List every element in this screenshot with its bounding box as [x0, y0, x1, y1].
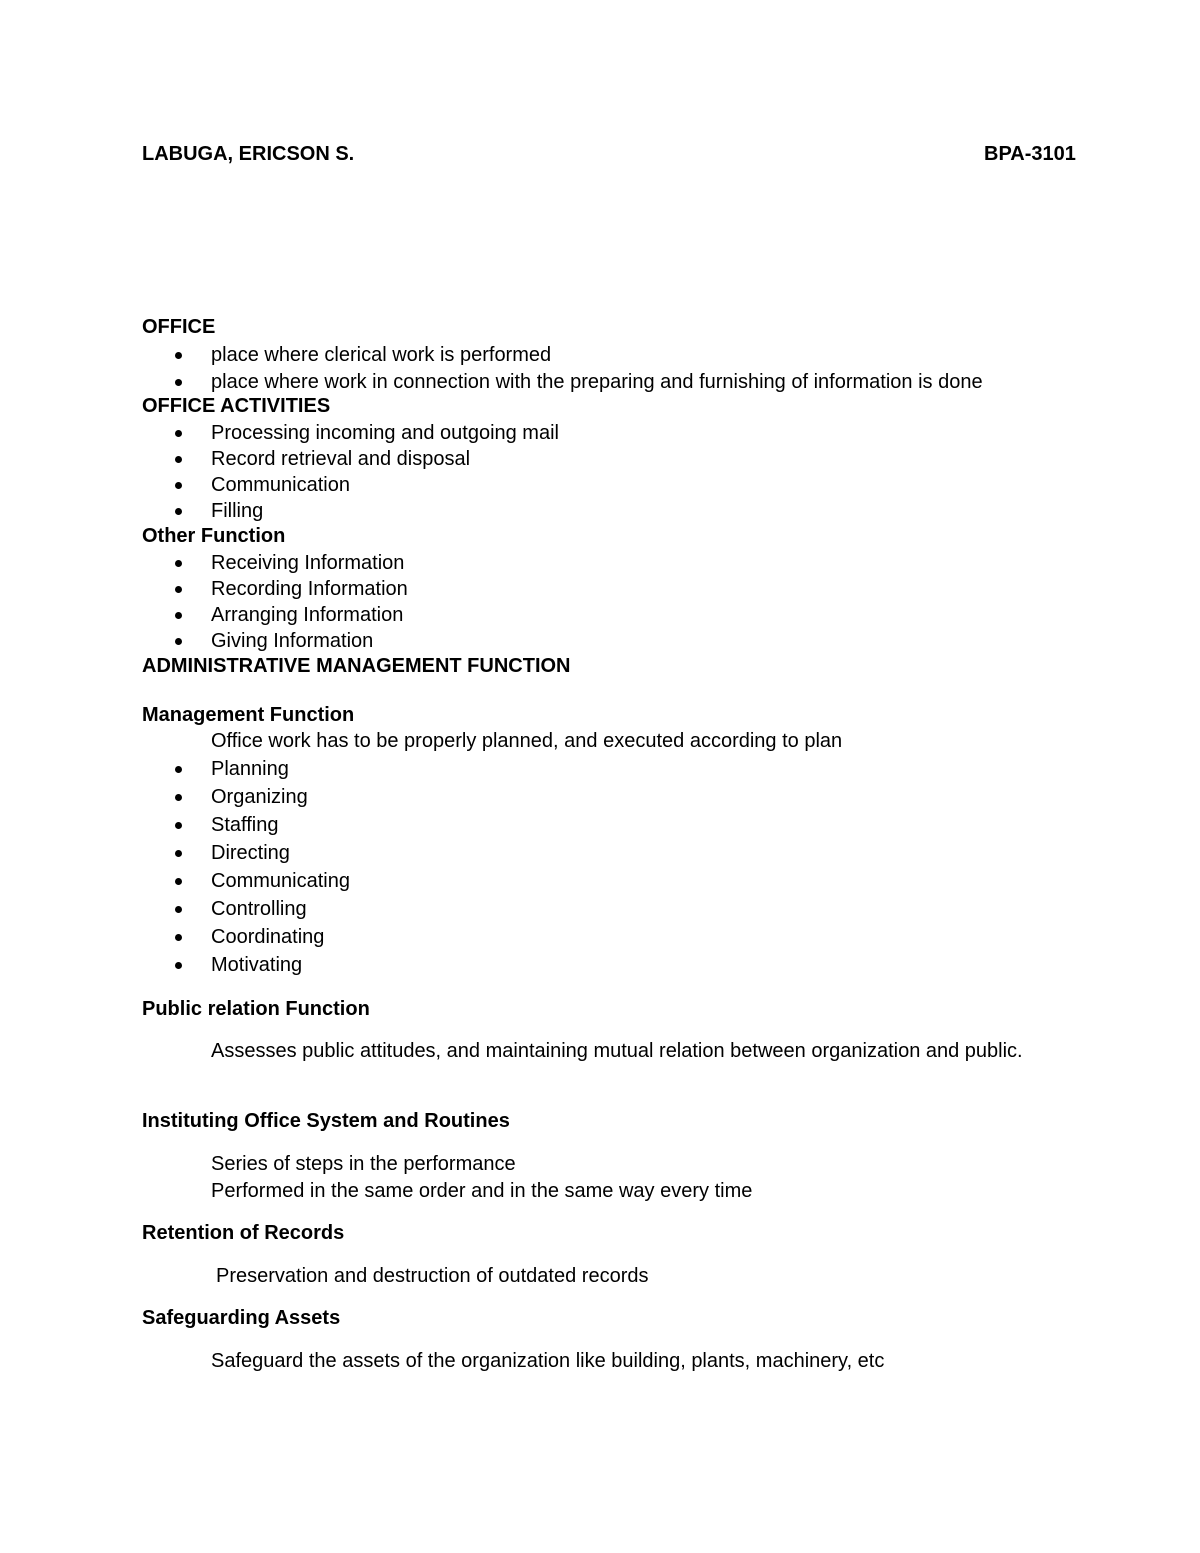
other-function-item: Receiving Information	[211, 552, 405, 574]
other-function-item: Arranging Information	[211, 604, 404, 626]
office-system-line: Performed in the same order and in the same way every time	[211, 1180, 753, 1202]
safeguarding-heading: Safeguarding Assets	[142, 1307, 341, 1329]
bullet-icon	[175, 906, 182, 913]
management-item: Motivating	[211, 954, 303, 976]
office-system-line: Series of steps in the performance	[211, 1153, 516, 1175]
public-relation-heading: Public relation Function	[142, 998, 370, 1020]
bullet-icon	[175, 822, 182, 829]
management-function-intro: Office work has to be properly planned, and executed according to plan	[211, 730, 843, 752]
other-function-item: Recording Information	[211, 578, 408, 600]
management-item: Staffing	[211, 814, 279, 836]
management-item: Controlling	[211, 898, 307, 920]
admin-heading: ADMINISTRATIVE MANAGEMENT FUNCTION	[142, 655, 571, 677]
bullet-icon	[175, 508, 182, 515]
bullet-icon	[175, 379, 182, 386]
bullet-icon	[175, 586, 182, 593]
bullet-icon	[175, 878, 182, 885]
office-system-heading: Instituting Office System and Routines	[142, 1110, 510, 1132]
other-function-heading: Other Function	[142, 525, 286, 547]
activity-item: Communication	[211, 474, 350, 496]
section-code: BPA-3101	[984, 143, 1076, 165]
activity-item: Filling	[211, 500, 264, 522]
public-relation-text: Assesses public attitudes, and maintaining mutual relation between organization and public.	[211, 1040, 1023, 1062]
bullet-icon	[175, 430, 182, 437]
bullet-icon	[175, 482, 182, 489]
office-item: place where work in connection with the preparing and furnishing of information is done	[211, 371, 983, 393]
bullet-icon	[175, 934, 182, 941]
management-item: Communicating	[211, 870, 350, 892]
bullet-icon	[175, 352, 182, 359]
student-name: LABUGA, ERICSON S.	[142, 143, 355, 165]
retention-text: Preservation and destruction of outdated records	[216, 1265, 649, 1287]
bullet-icon	[175, 962, 182, 969]
bullet-icon	[175, 794, 182, 801]
activity-item: Record retrieval and disposal	[211, 448, 471, 470]
office-heading: OFFICE	[142, 316, 216, 338]
management-item: Planning	[211, 758, 289, 780]
office-activities-heading: OFFICE ACTIVITIES	[142, 395, 331, 417]
management-item: Coordinating	[211, 926, 325, 948]
bullet-icon	[175, 612, 182, 619]
bullet-icon	[175, 456, 182, 463]
office-item: place where clerical work is performed	[211, 344, 552, 366]
bullet-icon	[175, 766, 182, 773]
management-item: Organizing	[211, 786, 308, 808]
management-function-heading: Management Function	[142, 704, 355, 726]
safeguarding-text: Safeguard the assets of the organization like building, plants, machinery, etc	[211, 1350, 885, 1372]
management-item: Directing	[211, 842, 290, 864]
retention-heading: Retention of Records	[142, 1222, 345, 1244]
bullet-icon	[175, 638, 182, 645]
other-function-item: Giving Information	[211, 630, 374, 652]
bullet-icon	[175, 560, 182, 567]
activity-item: Processing incoming and outgoing mail	[211, 422, 559, 444]
bullet-icon	[175, 850, 182, 857]
